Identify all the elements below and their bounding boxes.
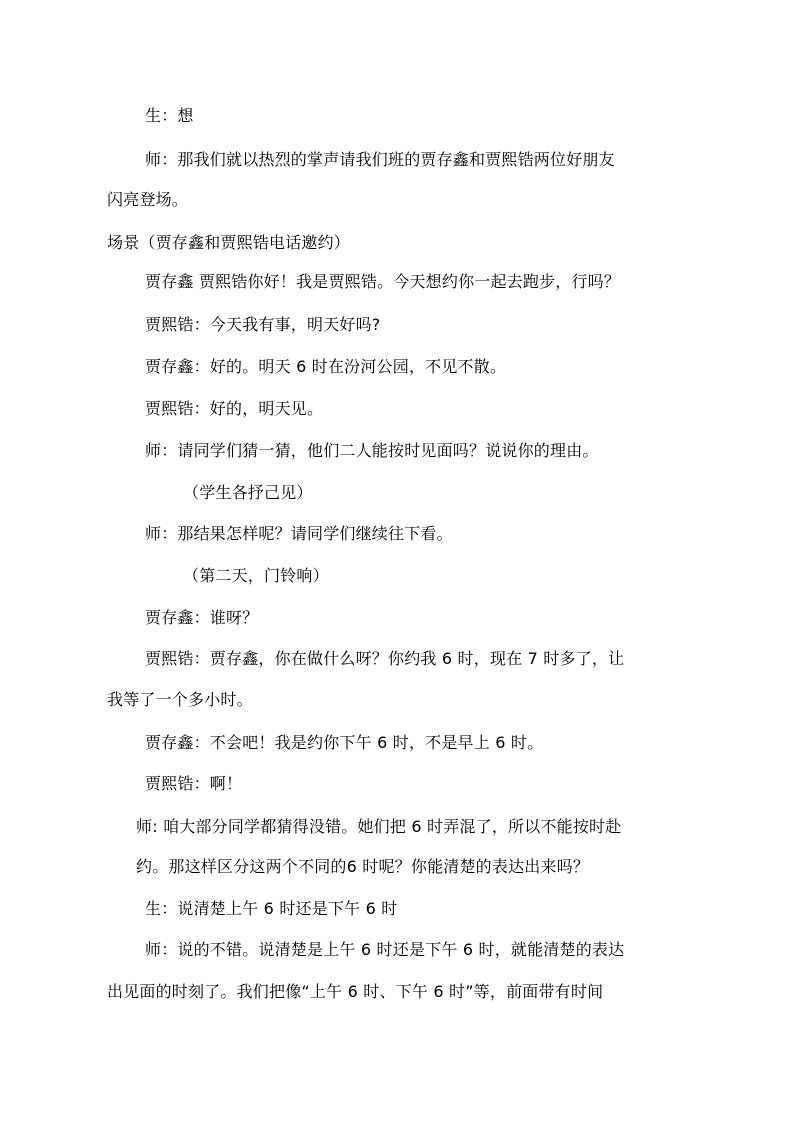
text-line: 贾存鑫 贾熙锆你好！我是贾熙锆。今天想约你一起去跑步，行吗？ xyxy=(145,272,621,291)
text-line: 贾熙锆：啊！ xyxy=(145,774,243,793)
text-line: 贾存鑫：好的。明天 6 时在汾河公园，不见不散。 xyxy=(145,357,507,376)
text-line: 约。那这样区分这两个不同的6 时呢？你能清楚的表达出来吗？ xyxy=(136,857,590,876)
stage-direction: （第二天，门铃响） xyxy=(183,566,329,585)
text-line: 生：想 xyxy=(145,106,194,125)
text-line: 师: 咱大部分同学都猜得没错。她们把 6 时弄混了，所以不能按时赴 xyxy=(136,817,622,836)
text-line: 出见面的时刻了。我们把像“上午 6 时、下午 6 时”等，前面带有时间 xyxy=(107,982,604,1001)
text-line: 贾存鑫：不会吧！我是约你下午 6 时，不是早上 6 时。 xyxy=(145,733,544,752)
text-line: 师：说的不错。说清楚是上午 6 时还是下午 6 时，就能清楚的表达 xyxy=(145,940,625,959)
text-line: 师：那结果怎样呢？请同学们继续往下看。 xyxy=(145,524,453,543)
text-line: 闪亮登场。 xyxy=(107,190,189,209)
scene-heading: 场景（贾存鑫和贾熙锆电话邀约） xyxy=(107,233,351,252)
text-line: 师：那我们就以热烈的掌声请我们班的贾存鑫和贾熙锆两位好朋友 xyxy=(145,150,615,169)
text-line: 贾存鑫：谁呀？ xyxy=(145,608,259,627)
text-line: 我等了一个多小时。 xyxy=(107,690,253,709)
text-line: 贾熙锆：好的，明天见。 xyxy=(145,399,324,418)
text-line: 生：说清楚上午 6 时还是下午 6 时 xyxy=(145,899,398,918)
stage-direction: （学生各抒己见） xyxy=(183,483,313,502)
text-line: 贾熙锆：今天我有事，明天好吗? xyxy=(145,315,381,334)
text-line: 贾熙锆：贾存鑫，你在做什么呀？你约我 6 时，现在 7 时多了，让 xyxy=(145,649,625,668)
text-line: 师：请同学们猜一猜，他们二人能按时见面吗？说说你的理由。 xyxy=(145,441,599,460)
